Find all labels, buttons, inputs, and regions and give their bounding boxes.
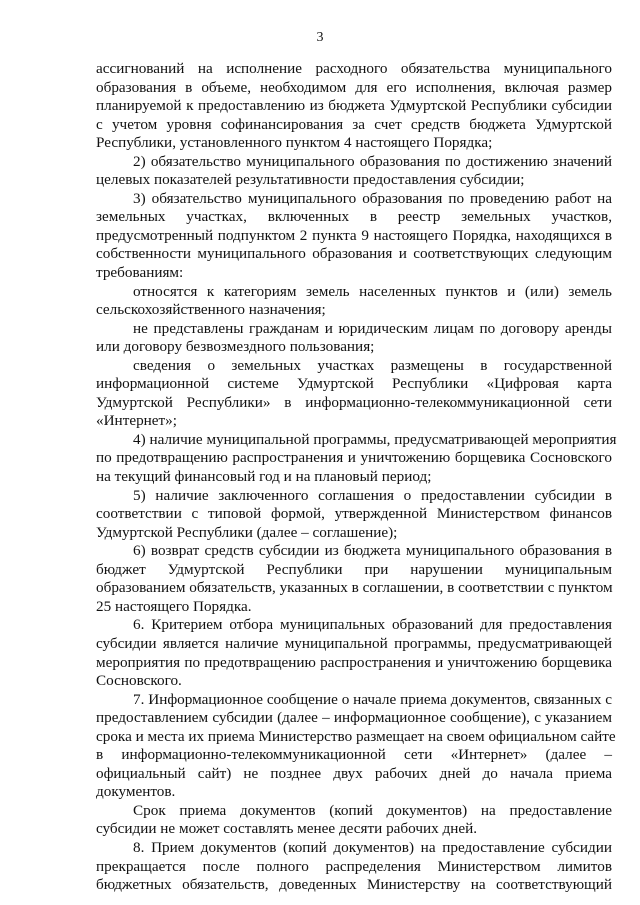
- text-line: ассигнований на исполнение расходного обязательства муниципального: [96, 60, 612, 77]
- text-line: 7. Информационное сообщение о начале приема документов, связанных с: [133, 690, 612, 708]
- text-line: целевых показателей результативности предоставления субсидии;: [96, 171, 525, 189]
- text-line: «Интернет»;: [96, 412, 177, 430]
- text-line: срока и места их приема Министерство размещает на своем официальном сайте: [96, 727, 616, 745]
- text-line: или договору безвозмездного пользования;: [96, 338, 375, 356]
- page-number: 3: [316, 30, 324, 45]
- text-line: 3) обязательство муниципального образования по проведению работ на: [133, 189, 612, 207]
- text-line: образования в объеме, необходимом для его исполнения, включая размер: [96, 78, 612, 96]
- text-line: сведения о земельных участках размещены в государственной: [133, 356, 612, 374]
- text-line: документов.: [96, 783, 176, 801]
- text-line: прекращается после полного распределения Министерством лимитов: [96, 857, 612, 875]
- text-line: соответствии с типовой формой, утвержденной Министерством финансов: [96, 505, 612, 523]
- text-line: не представлены гражданам и юридическим лицам по договору аренды: [133, 319, 612, 337]
- text-line: Срок приема документов (копий документов) на предоставление: [133, 801, 612, 819]
- text-line: 6. Критерием отбора муниципальных образований для предоставления: [133, 616, 612, 634]
- text-line: 6) возврат средств субсидии из бюджета муниципального образования в: [133, 542, 612, 560]
- text-line: образованием обязательств, указанных в соглашении, в соответствии с пунктом: [96, 579, 613, 597]
- text-line: предоставлением субсидии (далее – информационное сообщение), с указанием: [96, 709, 612, 727]
- text-line: мероприятия по предотвращению распространения и уничтожению борщевика: [96, 653, 612, 671]
- text-line: бюджетных обязательств, доведенных Министерству на соответствующий: [96, 876, 612, 894]
- text-line: в информационно-телекоммуникационной сети «Интернет» (далее –: [96, 746, 612, 764]
- text-line: относятся к категориям земель населенных пунктов и (или) земель: [133, 282, 612, 300]
- text-line: 5) наличие заключенного соглашения о предоставлении субсидии в: [133, 486, 612, 504]
- text-line: планируемой к предоставлению из бюджета Удмуртской Республики субсидии: [96, 97, 612, 115]
- text-line: земельных участках, включенных в реестр земельных участков,: [96, 208, 612, 226]
- text-line: по предотвращению распространения и уничтожению борщевика Сосновского: [96, 449, 612, 467]
- text-line: 2) обязательство муниципального образования по достижению значений: [133, 152, 612, 170]
- text-line: официальный сайт) не позднее двух рабочих дней до начала приема: [96, 764, 612, 782]
- text-line: требованиям:: [96, 264, 184, 282]
- text-line: с учетом уровня софинансирования за счет средств бюджета Удмуртской: [96, 115, 612, 133]
- document-body: [96, 60, 617, 895]
- text-line: субсидии является наличие муниципальной программы, предусматривающей: [96, 634, 612, 652]
- text-line: собственности муниципального образования и соответствующих следующим: [96, 245, 612, 263]
- text-line: субсидии не может составлять менее десяти рабочих дней.: [96, 820, 478, 838]
- text-line: информационной системе Удмуртской Республики «Цифровая карта: [96, 375, 612, 393]
- text-line: предусмотренный подпунктом 2 пункта 9 настоящего Порядка, находящихся в: [96, 226, 612, 244]
- text-line: Сосновского.: [96, 672, 182, 690]
- text-line: 4) наличие муниципальной программы, предусматривающей мероприятия: [133, 430, 617, 448]
- text-line: Удмуртской Республики» в информационно-телекоммуникационной сети: [96, 393, 612, 411]
- text-line: 25 настоящего Порядка.: [96, 597, 252, 615]
- text-line: Удмуртской Республики (далее – соглашение);: [96, 523, 398, 541]
- text-line: на текущий финансовый год и на плановый период;: [96, 468, 432, 486]
- text-line: Республики, установленного пунктом 4 настоящего Порядка;: [96, 134, 493, 152]
- text-line: 8. Прием документов (копий документов) на предоставление субсидии: [133, 838, 612, 856]
- text-line: бюджет Удмуртской Республики при нарушении муниципальным: [96, 560, 612, 578]
- text-line: сельскохозяйственного назначения;: [96, 301, 326, 319]
